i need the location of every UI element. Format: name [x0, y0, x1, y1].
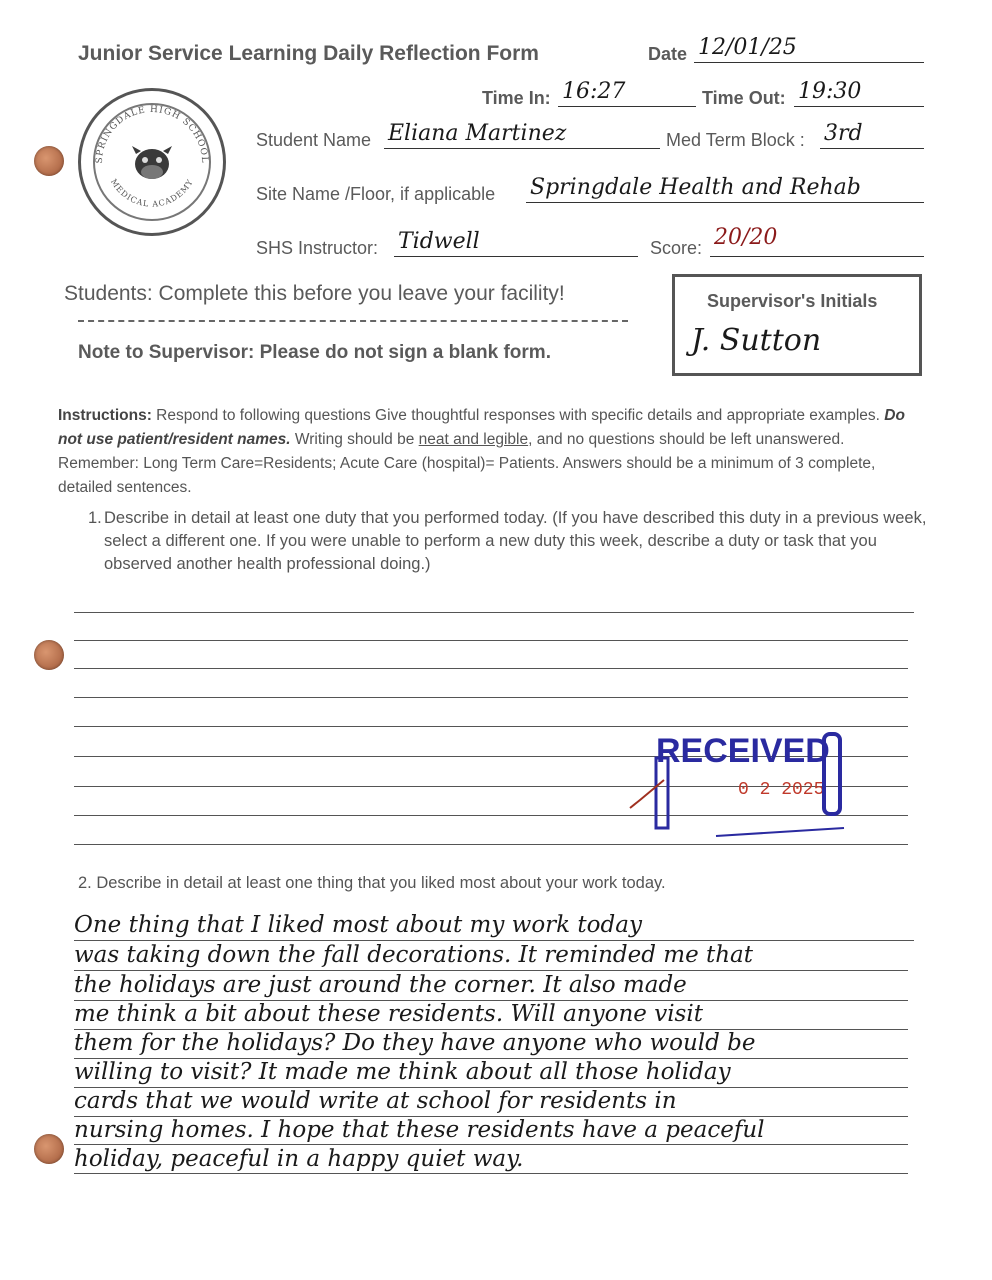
site-name-label: Site Name /Floor, if applicable: [256, 184, 496, 204]
answer-1-line[interactable]: [74, 612, 914, 613]
instructions-text-3: , and no questions should be left unanswered. Remember: Long Term Care=Residents; Acute Care (hospital)= Patients. Answers should be a minimum of 3 complete, detailed sentences.: [58, 431, 876, 496]
answer-2-text: One thing that I liked most about my work today: [74, 912, 642, 938]
score-field[interactable]: [710, 225, 924, 257]
site-name-value: Springdale Health and Rehab: [530, 175, 861, 200]
score-label: Score:: [650, 238, 703, 258]
stamp-word: RECEIVED: [656, 732, 830, 770]
med-term-field[interactable]: [820, 122, 924, 149]
logo-top-text: SPRINGDALE HIGH SCHOOL: [94, 104, 210, 164]
school-logo: [78, 88, 226, 236]
binder-hole-bottom: [34, 1134, 64, 1164]
svg-text:MEDICAL ACADEMY: [109, 177, 195, 208]
bulldog-icon: [132, 146, 172, 179]
answer-2-text: holiday, peaceful in a happy quiet way.: [74, 1146, 524, 1172]
date-value: 12/01/25: [698, 35, 797, 60]
student-name-label: Student Name: [256, 130, 372, 150]
instructions-text-1: Respond to following questions Give thoughtful responses with specific details and appropriate examples.: [151, 407, 885, 424]
time-out-value: 19:30: [798, 79, 862, 104]
stamp-date: 0 2 2025: [738, 780, 825, 800]
answer-2-line[interactable]: [74, 970, 908, 971]
answer-2-text: me think a bit about these residents. Will anyone visit: [74, 1001, 703, 1027]
question-2: 2. Describe in detail at least one thing that you liked most about your work today.: [78, 874, 666, 892]
instructions-lead: Instructions:: [58, 407, 152, 424]
answer-2-text: the holidays are just around the corner. It also made: [74, 972, 687, 998]
supervisor-note: Note to Supervisor: Please do not sign a blank form.: [78, 342, 551, 363]
dashed-divider: [78, 320, 628, 322]
med-term-label: Med Term Block :: [666, 130, 805, 150]
answer-1-line[interactable]: [74, 697, 908, 698]
answer-2-text: cards that we would write at school for residents in: [74, 1088, 677, 1114]
instructor-label: SHS Instructor:: [256, 238, 379, 258]
question-1: [88, 507, 930, 576]
students-notice: Students: Complete this before you leave your facility!: [64, 282, 565, 305]
instructions: [58, 404, 928, 500]
time-out-label: Time Out:: [702, 88, 786, 108]
answer-2-line[interactable]: [74, 1173, 908, 1174]
date-field[interactable]: [694, 36, 924, 63]
time-in-value: 16:27: [562, 79, 626, 104]
answer-2-text: nursing homes. I hope that these residents have a peaceful: [74, 1117, 765, 1143]
student-name-field[interactable]: [384, 122, 660, 149]
time-in-field[interactable]: [558, 80, 696, 107]
instructions-emphasis: Do not use patient/resident names.: [58, 407, 905, 448]
form-title: Junior Service Learning Daily Reflection Form: [78, 42, 539, 65]
answer-1-line[interactable]: [74, 726, 908, 727]
date-label: Date: [648, 44, 688, 64]
binder-hole-top: [34, 146, 64, 176]
site-name-field[interactable]: [526, 176, 924, 203]
instructions-text-2: Writing should be: [290, 431, 419, 448]
instructor-value: Tidwell: [398, 229, 480, 254]
supervisor-signature: J. Sutton: [691, 323, 822, 358]
answer-2-text: was taking down the fall decorations. It reminded me that: [74, 942, 754, 968]
logo-bottom-text: MEDICAL ACADEMY: [108, 177, 196, 209]
answer-2-text: willing to visit? It made me think about all those holiday: [74, 1059, 731, 1085]
answer-1-line[interactable]: [74, 668, 908, 669]
supervisor-initials-title: Supervisor's Initials: [707, 291, 878, 311]
instructor-field[interactable]: [394, 230, 638, 257]
answer-1-line[interactable]: [74, 640, 908, 641]
answer-2-line[interactable]: [74, 940, 914, 941]
answer-2-line[interactable]: [74, 1144, 908, 1145]
answer-2-text: them for the holidays? Do they have anyone who would be: [74, 1030, 756, 1056]
binder-hole-middle: [34, 640, 64, 670]
instructions-underlined: neat and legible: [418, 431, 529, 448]
question-1-number: 1.: [88, 509, 102, 527]
time-out-field[interactable]: [794, 80, 924, 107]
received-stamp: [626, 728, 856, 848]
score-value: 20/20: [714, 225, 778, 250]
student-name-value: Eliana Martinez: [388, 121, 567, 146]
med-term-value: 3rd: [824, 121, 863, 146]
supervisor-initials-box[interactable]: [672, 274, 922, 376]
question-1-text: Describe in detail at least one duty that you performed today. (If you have described this duty in a previous week, select a different one. If you were unable to perform a new duty this week, describe a duty or task that you observed another health professional doing.): [104, 509, 927, 573]
time-in-label: Time In:: [482, 88, 551, 108]
